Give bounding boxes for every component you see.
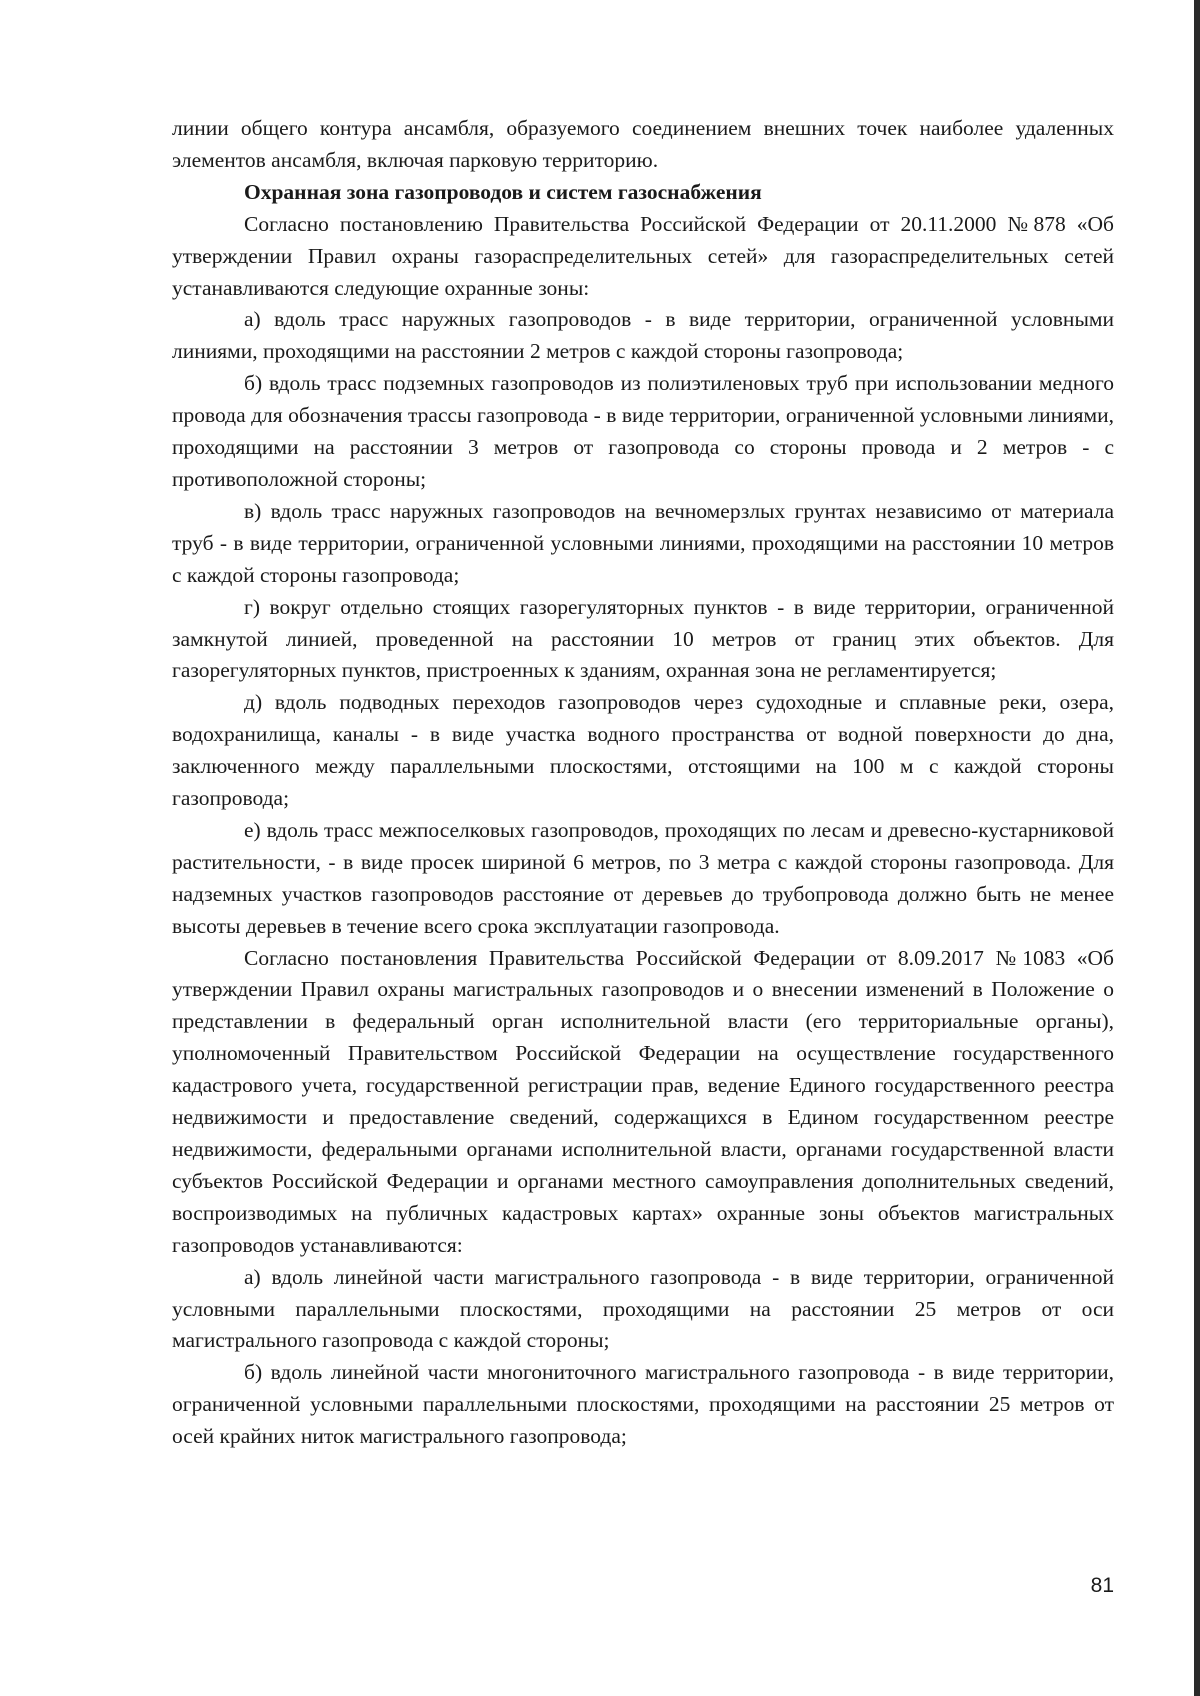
section-heading: Охранная зона газопроводов и систем газоснабжения	[244, 179, 762, 204]
list-item-878-v: в) вдоль трасс наружных газопроводов на вечномерзлых грунтах независимо от материала труб - в виде территории, ограниченной условными линиями, проходящими на расстоянии 10 метров с каждой стороны газопровода;	[172, 498, 1114, 587]
list-item-878-g: г) вокруг отдельно стоящих газорегуляторных пунктов - в виде территории, ограниченной замкнутой линией, проведенной на расстоянии 10 метров от границ этих объектов. Для газорегуляторных пунктов, пристроенных к зданиям, охранная зона не регламентируется;	[172, 594, 1114, 683]
list-item-878-a: а) вдоль трасс наружных газопроводов - в виде территории, ограниченной условными линиями, проходящими на расстоянии 2 метров с каждой стороны газопровода;	[172, 307, 1114, 364]
document-body	[172, 113, 1114, 1453]
list-item-878-b: б) вдоль трасс подземных газопроводов из полиэтиленовых труб при использовании медного провода для обозначения трассы газопровода - в виде территории, ограниченной условными линиями, проходящими на расстоянии 3 метров от газопровода со стороны провода и 2 метров - с противоположной стороны;	[172, 371, 1114, 491]
list-item-1083-b: б) вдоль линейной части многониточного магистрального газопровода - в виде территории, ограниченной условными параллельными плоскостями, проходящими на расстоянии 25 метров от осей крайних ниток магистрального газопровода;	[172, 1360, 1114, 1449]
page-edge	[1194, 0, 1200, 1696]
page-number: 81	[1090, 1574, 1114, 1597]
list-item-878-e: е) вдоль трасс межпоселковых газопроводов, проходящих по лесам и древесно-кустарниковой растительности, - в виде просек шириной 6 метров, по 3 метра с каждой стороны газопровода. Для надземных участков газопроводов расстояние от деревьев до трубопровода должно быть не менее высоты деревьев в течение всего срока эксплуатации газопровода.	[172, 817, 1114, 938]
paragraph-decree-878: Согласно постановлению Правительства Российской Федерации от 20.11.2000 №878 «Об утверждении Правил охраны газораспределительных сетей» для газораспределительных сетей устанавливаются следующие охранные зоны:	[172, 211, 1114, 300]
list-item-878-d: д) вдоль подводных переходов газопроводов через судоходные и сплавные реки, озера, водохранилища, каналы - в виде участка водного пространства от водной поверхности до дна, заключенного между параллельными плоскостями, отстоящими на 100 м с каждой стороны газопровода;	[172, 690, 1114, 811]
paragraph-decree-1083: Согласно постановления Правительства Российской Федерации от 8.09.2017 №1083 «Об утверждении Правил охраны магистральных газопроводов и о внесении изменений в Положение о представлении в федеральный орган исполнительной власти (его территориальные органы), уполномоченный Правительством Российской Федерации на осуществление государственного кадастрового учета, государственной регистрации прав, ведение Единого государственного реестра недвижимости и предоставление сведений, содержащихся в Едином государственном реестре недвижимости, федеральными органами исполнительной власти, органами государственной власти субъектов Российской Федерации и органами местного самоуправления дополнительных сведений, воспроизводимых на публичных кадастровых картах» охранные зоны объектов магистральных газопроводов устанавливаются:	[172, 945, 1114, 1257]
list-item-1083-a: а) вдоль линейной части магистрального газопровода - в виде территории, ограниченной условными параллельными плоскостями, проходящими на расстоянии 25 метров от оси магистрального газопровода с каждой стороны;	[172, 1264, 1114, 1353]
paragraph-intro-continuation: линии общего контура ансамбля, образуемого соединением внешних точек наиболее удаленных элементов ансамбля, включая парковую территорию.	[172, 116, 1114, 172]
